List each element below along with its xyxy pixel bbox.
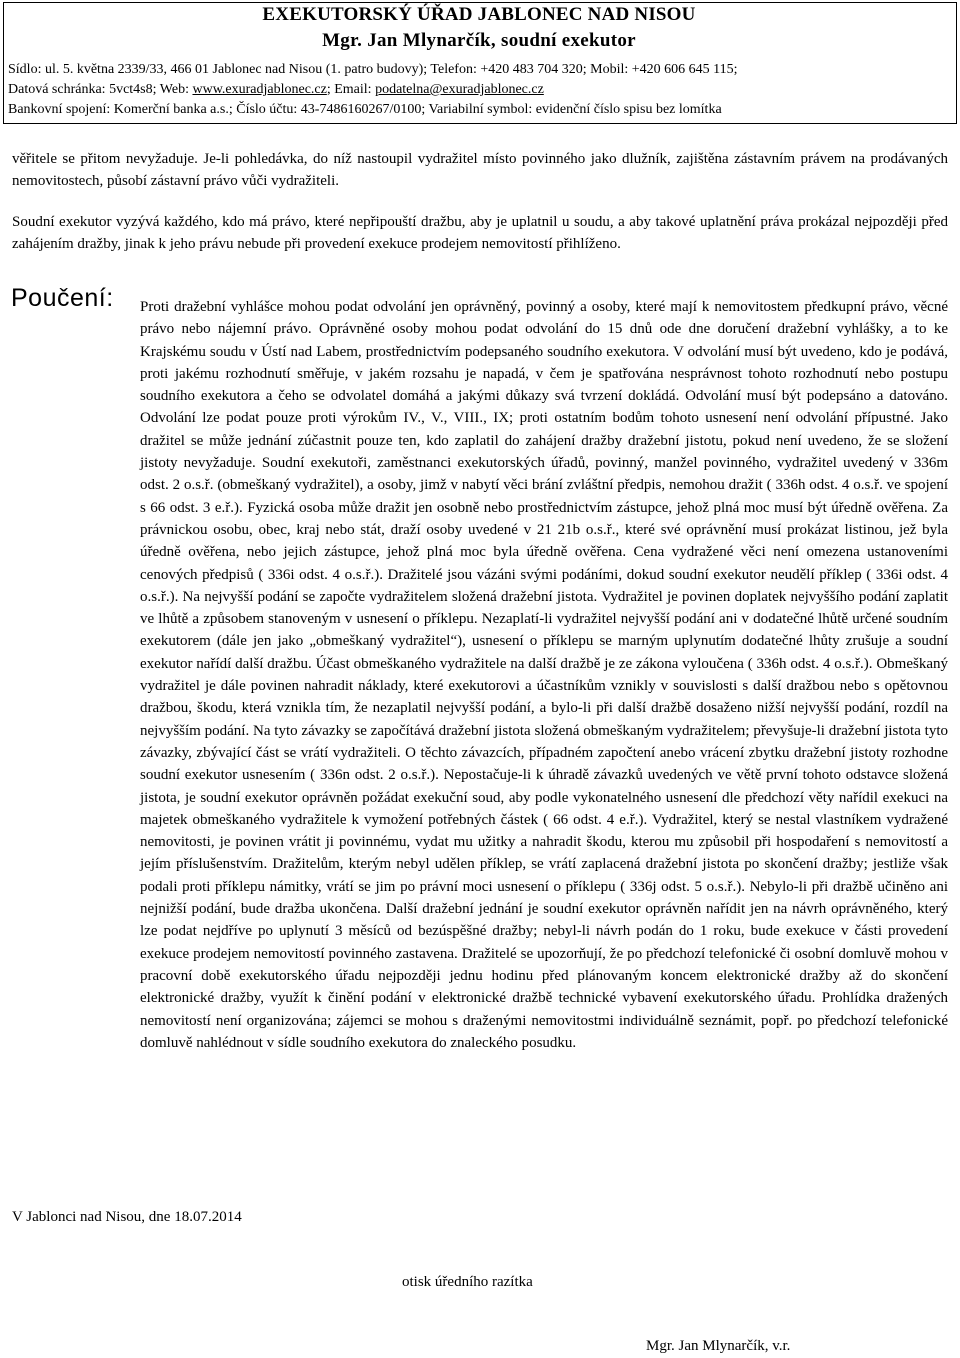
contact-line <box>8 82 544 98</box>
email-link[interactable]: podatelna@exuradjablonec.cz <box>375 82 544 97</box>
paragraph-text: věřitele se přitom nevyžaduje. Je-li pohledávka, do níž nastoupil vydražitel místo povinného jako dlužník, zajištěna zástavním právem na prodávaných nemovitostech, působí zástavní právo vůči vydražiteli. <box>12 151 948 189</box>
bailiff-name: Mgr. Jan Mlynarčík, soudní exekutor <box>322 30 636 51</box>
bank-line: Bankovní spojení: Komerční banka a.s.; Číslo účtu: 43-7486160267/0100; Variabilní symbol: evidenční číslo spisu bez lomítka <box>8 102 722 117</box>
databox-label: Datová schránka: 5vct4s8; Web: <box>8 82 193 97</box>
instruction-text: Proti dražební vyhlášce mohou podat odvolání jen oprávněný, povinný a osoby, které mají k nemovitostem předkupní právo, věcné právo nebo nájemní právo. Oprávněné osoby mohou podat odvolání do 15 dnů ode dne doručení dražební vyhlášky, a to ke Krajskému soudu v Ústí nad Labem, prostřednictvím podepsaného soudního exekutora. V odvolání musí být uvedeno, kdo je podává, proti jakému rozhodnutí směřuje, v jakém rozsahu je napadá, v čem je spatřována nesprávnost tohoto rozhodnutí nebo postupu soudního exekutora a čeho se odvolatel domáhá a jakými důkazy svá tvrzení dokládá. Odvolání musí být podepsáno a datováno. Odvolání lze podat pouze proti výrokům IV., V., VIII., IX; proti ostatním bodům tohoto usnesení není odvolání přípustné. Jako dražitel se může jednání zúčastnit pouze ten, kdo zaplatil do zahájení dražby dražební jistotu, pokud není uvedeno, že se složení jistoty nevyžaduje. Soudní exekutoři, zaměstnanci exekutorských úřadů, povinný, manžel povinného, vydražitel uvedený v 336m odst. 2 o.s.ř. (obmeškaný vydražitel), a osoby, jimž v nabytí věci brání zvláštní předpis, nemohou dražit ( 336h odst. 4 o.s.ř. ve spojení s 66 odst. 3 e.ř.). Fyzická osoba může dražit jen osobně nebo prostřednictvím zástupce, jehož plná moc musí být úředně ověřena. Za právnickou osobu, obec, kraj nebo stát, draží osoby uvedené v 21 21b o.s.ř., které své oprávnění musí prokázat listinou, jež byla úředně ověřena, nebo jejich zástupce, jehož plná moc byla úředně ověřena. Cena vydražené věci není omezena ustanoveními cenových předpisů ( 336i odst. 4 o.s.ř.). Dražitelé jsou vázáni svými podáními, dokud soudní exekutor neudělí příklep ( 336i odst. 4 o.s.ř.). Na nejvyšší podání se započte vydražitelem složená dražební jistota. Vydražitel je povinen doplatek nejvyššího podání zaplatit ve lhůtě a způsobem stanoveným v usnesení o příklepu. Nezaplatí-li vydražitel nejvyšší podání ani v dodatečné lhůtě určené soudním exekutorem (dále jen jako „obmeškaný vydražitel“), usnesení o příklepu se marným uplynutím dodatečné lhůty zrušuje a soudní exekutor nařídí další dražbu. Účast obmeškaného vydražitele na další dražbě je ze zákona vyloučena ( 336h odst. 4 o.s.ř.). Obmeškaný vydražitel je dále povinen nahradit náklady, které exekutorovi a účastníkům vznikly v souvislosti s další dražbou nebo s opětovnou dražbou, škodu, která vznikla tím, že nezaplatil nejvyšší podání, a bylo-li při další dražbě dosaženo nižší nejvyšší podání, rozdíl na nejvyšším podání. Na tyto závazky se započítává dražební jistota složená obmeškaným vydražitelem; převyšuje-li dražební jistota tyto závazky, zbývající část se vrátí vydražiteli. O těchto závazcích, případném započtení anebo vrácení zbytku dražební jistoty rozhodne soudní exekutor usnesením ( 336n odst. 2 o.s.ř.). Nepostačuje-li k úhradě závazků uvedených ve větě první tohoto odstavce složená jistota, je soudní exekutor oprávněn požádat exekuční soud, aby podle vykonatelného usnesení dle předchozí věty nařídil exekuci na majetek obmeškaného vydražitele k vymožení potřebných částek ( 66 odst. 4 e.ř.). Vydražitel, který se nestal vlastníkem vydražené nemovitosti, je povinen vrátit ji povinnému, vydat mu užitky a nahradit škodu, kterou mu způsobil při hospodaření s nemovitostí a jejím příslušenstvím. Dražitelům, kterým nebyl udělen příklep, se vrátí zaplacená dražební jistota po skončení dražby; jestliže však podali proti příklepu námitky, vrátí se jim po právní moci usnesení o příklepu ( 336j odst. 5 o.s.ř.). Nebylo-li při dražbě učiněno ani nejnižší podání, bude dražba ukončena. Další dražební jednání je soudní exekutor oprávněn nařídit jen na návrh oprávněného, který lze podat nejdříve po uplynutí 3 měsíců od bezúspěšné dražby; nebyl-li návrh podán do 1 roku, bude exekuce v části provedení exekuce prodejem nemovitostí povinného zastavena. Dražitelé se upozorňují, že po předchozí telefonické či osobní domluvě mohou v pracovní době exekutorského úřadu nejpozději jednu hodinu před plánovaným koncem elektronické dražby až do skončení elektronické dražby, využít k činění podání v elektronické dražbě technické vybavení exekutorského úřadu. Prohlídka dražených nemovitostí není organizována; zájemci se mohou s draženými nemovitostmi individuálně seznámit, popř. po předchozí telefonické domluvě nahlédnout v sídle soudního exekutora do znaleckého posudku. <box>140 299 948 1051</box>
paragraph-text: Soudní exekutor vyzývá každého, kdo má právo, které nepřipouští dražbu, aby je uplatnil u soudu, a aby takové uplatnění práva prokázal nejpozději před zahájením dražby, jinak k jeho právu nebude při provedení exekuce prodejem nemovitostí přihlíženo. <box>12 214 948 252</box>
place-and-date: V Jablonci nad Nisou, dne 18.07.2014 <box>12 1209 242 1225</box>
paragraph-notice <box>12 212 948 255</box>
office-title: EXEKUTORSKÝ ÚŘAD JABLONEC NAD NISOU <box>262 4 696 25</box>
instruction-heading: Poučení: <box>11 284 114 312</box>
paragraph-creditor <box>12 149 948 192</box>
web-link[interactable]: www.exuradjablonec.cz <box>192 82 327 97</box>
stamp-placeholder: otisk úředního razítka <box>402 1274 533 1290</box>
address-line: Sídlo: ul. 5. května 2339/33, 466 01 Jablonec nad Nisou (1. patro budovy); Telefon: +420 483 704 320; Mobil: +420 606 645 115; <box>8 62 738 77</box>
signature: Mgr. Jan Mlynarčík, v.r. <box>646 1338 791 1354</box>
email-label: ; Email: <box>326 82 376 97</box>
